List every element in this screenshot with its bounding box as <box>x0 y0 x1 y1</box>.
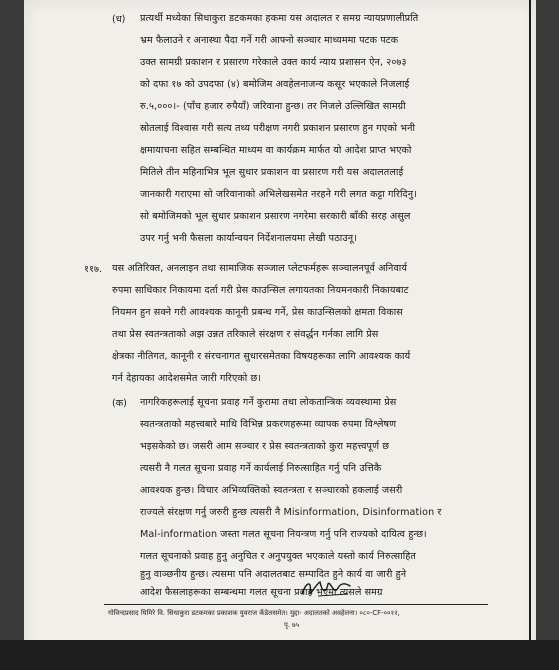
page-edge-line <box>529 0 531 670</box>
text-line: भ्रम फैलाउने र अनास्था पैदा गर्ने गरी आफ्नो सञ्चार माध्यममा पटक पटक <box>140 35 399 46</box>
footer-rule <box>104 604 488 605</box>
text-line: आवश्यक हुन्छ। विचार अभिव्यक्तिको स्वतन्त्रता र सञ्चारको हकलाई जसरी <box>140 485 403 496</box>
page-number: पृ. ७५ <box>284 621 300 629</box>
paragraph-marker: (क) <box>112 398 127 409</box>
text-line: को दफा १७ को उपदफा (४) बमोजिम अवहेलनाजन्य कसूर भएकाले निजलाई <box>140 79 410 90</box>
text-line: भइसकेको छ। जसरी आम सञ्चार र प्रेस स्वतन्त्रताको कुरा महत्त्वपूर्ण छ <box>140 441 390 452</box>
text-line: नियमन हुन सक्ने गरी आवश्यक कानूनी प्रबन्ध गर्ने, प्रेस काउन्सिलको क्षमता विकास <box>112 307 403 318</box>
text-line: त्यसरी नै गलत सूचना प्रवाह गर्ने कार्यलाई निरुत्साहित गर्नु पनि उत्तिकै <box>140 463 382 474</box>
text-line: क्षमायाचना सहित सम्बन्धित माध्यम वा कार्यक्रम मार्फत यो आदेश प्राप्त भएको <box>140 145 412 156</box>
text-line: प्रत्यर्थी मध्येका सिधाकुरा डटकमका हकमा यस अदालत र समग्र न्यायप्रणालीप्रति <box>140 13 419 24</box>
paragraph-marker: (ध) <box>112 14 126 25</box>
handwritten-signature <box>298 574 358 602</box>
footer-citation: गोविन्दप्रसाद घिमिरे वि. सिधाकुरा डटकमका प्रकाशक युवराज कँडेलसमेत। मुद्दा- अदालतको अवहेलना। ०८०-CF-००१२, <box>108 609 400 617</box>
text-line: तथा प्रेस स्वतन्त्रताको अझ उन्नत तरिकाले संरक्षण र संवर्द्धन गर्नका लागि प्रेस <box>112 329 379 340</box>
text-line: उपर गर्नु भनी फैसला कार्यान्वयन निर्देशनालयमा लेखी पठाउनू। <box>140 233 357 244</box>
text-line: हुनु वाञ्छनीय हुन्छ। त्यसमा पनि अदालतबाट सम्पादित हुने कार्य वा जारी हुने <box>140 569 407 580</box>
text-line: स्वतन्त्रताको महत्त्वबारे माथि विभिन्न प्रकरणहरूमा व्यापक रुपमा विश्लेषण <box>140 419 397 430</box>
text-line: मितिले तीन महिनाभित्र भूल सुधार प्रकाशन वा प्रसारण गरी यस अदालतलाई <box>140 167 404 178</box>
text-line: गलत सूचनाको प्रवाह हुनु अनुचित र अनुपयुक्त भएकाले यस्तो कार्य निरुत्साहित <box>140 551 416 562</box>
text-line: गर्न देहायका आदेशसमेत जारी गरिएको छ। <box>112 373 262 384</box>
text-line: राज्यले संरक्षण गर्नु जरुरी हुन्छ त्यसरी नै Misinformation, Disinformation र <box>140 507 442 518</box>
text-line: जानकारी गराएमा सो जरिवानाको अभिलेखसमेत नरहने गरी लगत कट्टा गरिदिनु। <box>140 189 417 200</box>
text-line: रु.५,०००।- (पाँच हजार रुपैयाँ) जरिवाना हुन्छ। तर निजले उल्लिखित सामग्री <box>140 101 406 112</box>
text-line: उक्त सामग्री प्रकाशन र प्रसारण गरेकाले उक्त कार्य न्याय प्रशासन ऐन, २०७३ <box>140 57 407 68</box>
text-line: आदेश फैसलाहरूका सम्बन्धमा गलत सूचना प्रवाह भएमा त्यसले समग्र <box>140 587 383 598</box>
text-line: स्रोतलाई विश्वास गरी सत्य तथ्य परीक्षण नगरी प्रकाशन प्रसारण हुन गएको भनी <box>140 123 416 134</box>
paragraph-number: ११७. <box>84 264 103 275</box>
text-line: क्षेत्रका नीतिगत, कानूनी र संरचनागत सुधारसमेतका विषयहरूका लागि आवश्यक कार्य <box>112 351 411 362</box>
text-line: सो बमोजिमको भूल सुधार प्रकाशन प्रसारण नगरेमा सरकारी बाँकी सरह असुल <box>140 211 411 222</box>
text-line: Mal-information जस्ता गलत सूचना नियन्त्रण गर्नु पनि राज्यको दायित्व हुन्छ। <box>140 529 427 540</box>
text-line: यस अतिरिक्त, अनलाइन तथा सामाजिक सञ्जाल प्लेटफर्महरू सञ्चालनपूर्व अनिवार्य <box>112 263 408 274</box>
viewer-bottom-strip <box>0 640 559 670</box>
text-line: नागरिकहरूलाई सूचना प्रवाह गर्ने कुरामा तथा लोकतान्त्रिक व्यवस्थामा प्रेस <box>140 397 397 408</box>
text-line: रुपमा साधिकार निकायमा दर्ता गरी प्रेस काउन्सिल लगायतका नियमनकारी निकायबाट <box>112 285 409 296</box>
